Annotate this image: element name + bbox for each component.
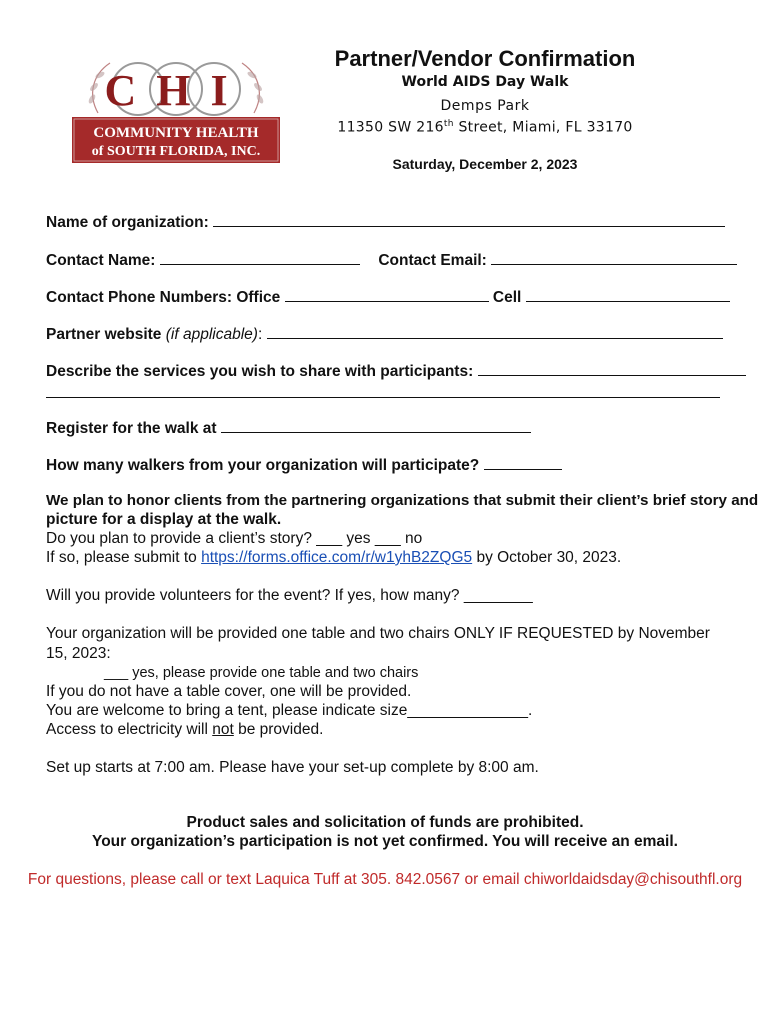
website-label: Partner website — [46, 326, 162, 343]
tables-option: ___ yes, please provide one table and two chairs — [104, 665, 419, 681]
submission-link[interactable]: https://forms.office.com/r/w1yhB2ZQG5 — [201, 549, 473, 566]
phone-office-field[interactable] — [285, 287, 489, 302]
event-date: Saturday, December 2, 2023 — [392, 156, 578, 172]
confirmation-notice: Your organization’s participation is not yet confirmed. You will receive an email. — [92, 833, 678, 850]
setup-note: Set up starts at 7:00 am. Please have your set-up complete by 8:00 am. — [46, 759, 539, 776]
contact-line: For questions, please call or text Laquica Tuff at 305. 842.0567 or email chiworldaidsday@chisouthfl.org — [27, 871, 743, 888]
website-note: (if applicable) — [165, 326, 258, 343]
honor-line2: picture for a display at the walk. — [46, 511, 282, 528]
tables-line2: 15, 2023: — [46, 645, 111, 662]
venue-name: Demps Park — [440, 98, 530, 114]
submit-line: If so, please submit to https://forms.office.com/r/w1yhB2ZQG5 by October 30, 2023. — [46, 549, 622, 566]
services-field[interactable] — [478, 361, 746, 376]
contact-email-field[interactable] — [491, 250, 737, 265]
register-field[interactable] — [221, 418, 531, 433]
services-label: Describe the services you wish to share with participants: — [46, 363, 474, 380]
services-row — [46, 361, 746, 381]
services-field-line2[interactable] — [46, 383, 720, 398]
walkers-label: How many walkers from your organization will participate? — [46, 457, 480, 474]
prohibited-notice: Product sales and solicitation of funds are prohibited. — [186, 814, 584, 831]
tent-note: You are welcome to bring a tent, please indicate size______________. — [46, 702, 533, 719]
electricity-note: Access to electricity will not be provided. — [46, 721, 324, 738]
chi-logo — [70, 55, 282, 167]
table-cover-note: If you do not have a table cover, one will be provided. — [46, 683, 412, 700]
honor-line1: We plan to honor clients from the partnering organizations that submit their client’s brief story and — [46, 492, 759, 509]
walkers-field[interactable] — [484, 455, 562, 470]
venue-address: 11350 SW 216th Street, Miami, FL 33170 — [337, 119, 633, 136]
walkers-row — [46, 455, 562, 475]
contact-email-label: Contact Email: — [378, 252, 487, 269]
register-label: Register for the walk at — [46, 420, 217, 437]
contact-name-field[interactable] — [160, 250, 360, 265]
phone-cell-field[interactable] — [526, 287, 730, 302]
org-name-row — [46, 212, 725, 232]
logo-org-line1: COMMUNITY HEALTH — [93, 125, 259, 141]
website-field[interactable] — [267, 324, 723, 339]
page-title: Partner/Vendor Confirmation — [334, 46, 636, 71]
website-row: Partner website (if applicable): — [46, 324, 723, 344]
phone-office-label: Contact Phone Numbers: Office — [46, 289, 281, 306]
logo-letters: CHI — [104, 66, 248, 115]
org-name-field[interactable] — [213, 212, 725, 227]
contact-name-label: Contact Name: — [46, 252, 156, 269]
tables-line1: Your organization will be provided one table and two chairs ONLY IF REQUESTED by November — [46, 625, 710, 642]
story-question: Do you plan to provide a client’s story? ___ yes ___ no — [46, 530, 423, 547]
event-name: World AIDS Day Walk — [401, 74, 569, 90]
phone-row — [46, 287, 730, 307]
org-name-label: Name of organization: — [46, 214, 209, 231]
volunteers-question: Will you provide volunteers for the event? If yes, how many? ________ — [46, 587, 533, 604]
contact-row — [46, 250, 737, 270]
phone-cell-label: Cell — [492, 289, 522, 306]
register-row — [46, 418, 531, 438]
logo-org-line2: of SOUTH FLORIDA, INC. — [91, 144, 261, 159]
